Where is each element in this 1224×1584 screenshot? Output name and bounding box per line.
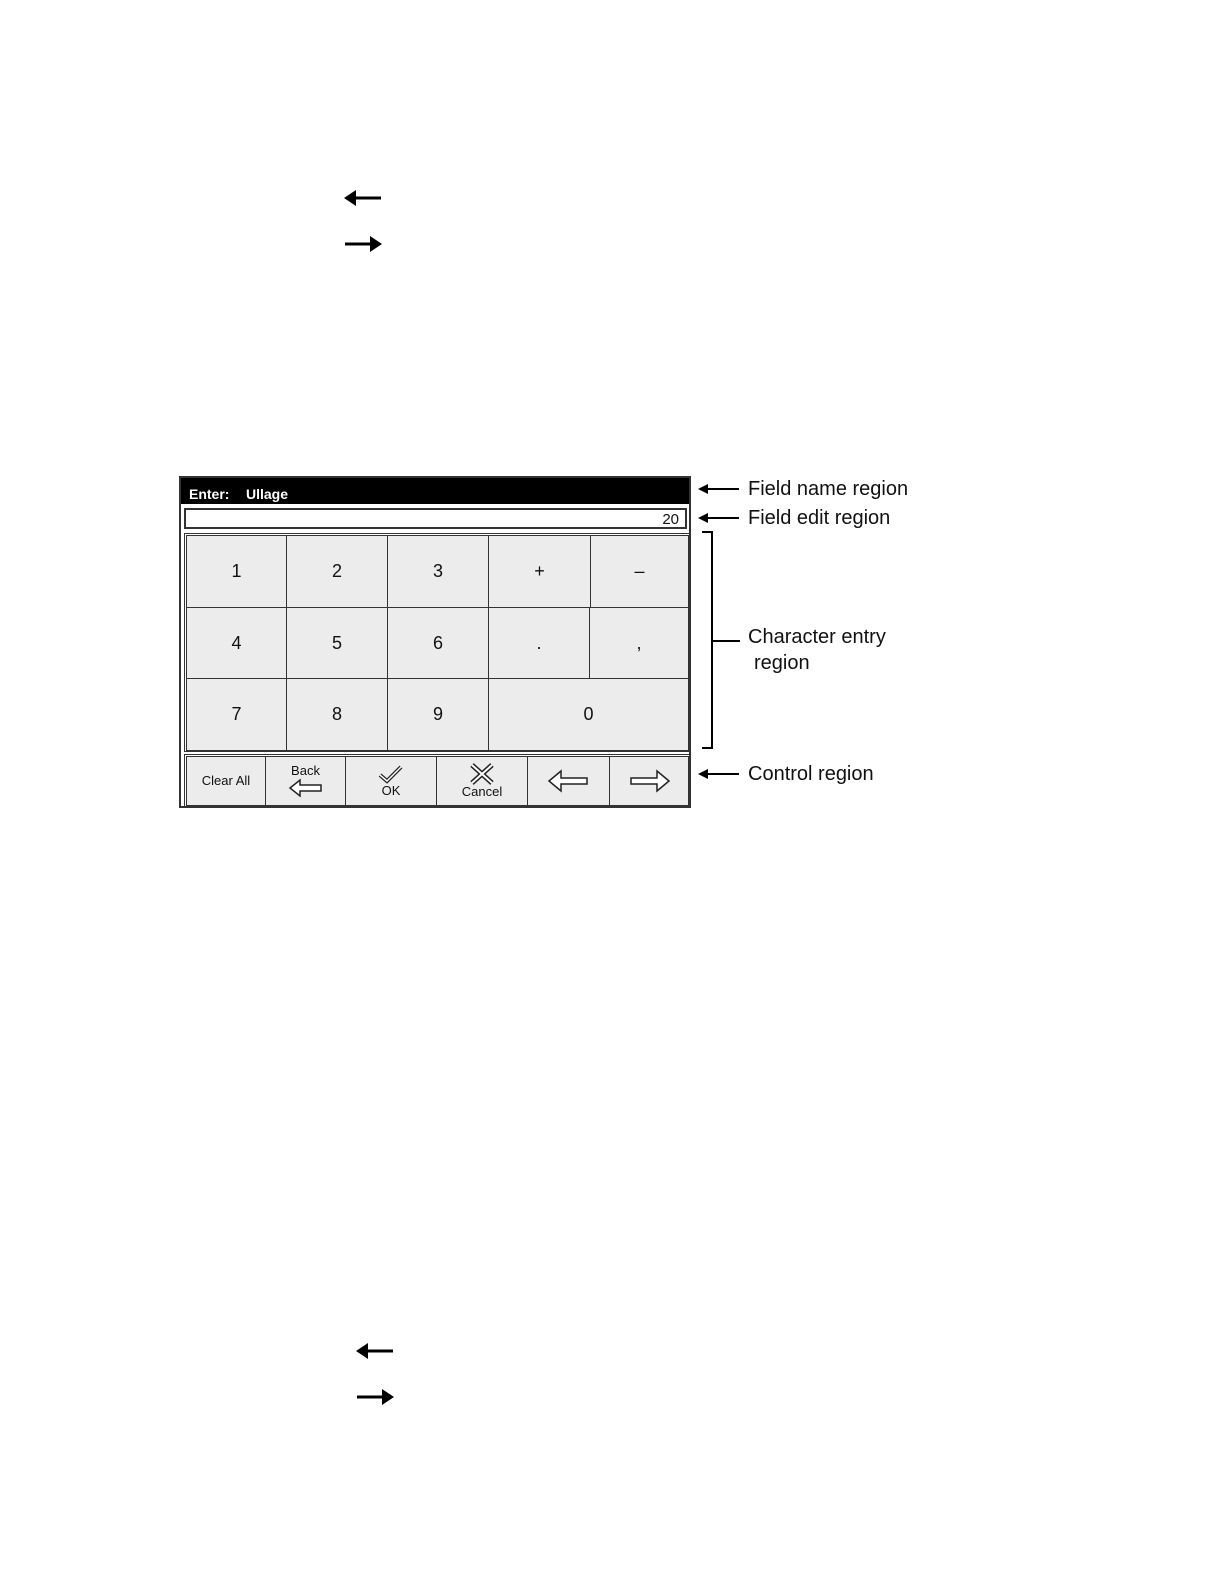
clear-all-button[interactable] <box>186 756 266 806</box>
right-arrow-icon <box>343 234 383 254</box>
key-6[interactable]: 6 <box>387 607 489 679</box>
field-name: Ullage <box>246 486 289 502</box>
key-8[interactable]: 8 <box>286 678 388 751</box>
field-name-region-label: Field name region <box>748 478 909 500</box>
ok-button[interactable] <box>345 756 437 806</box>
left-arrow-icon <box>343 188 383 208</box>
character-entry-bracket <box>700 530 744 752</box>
key-9[interactable]: 9 <box>387 678 489 751</box>
character-entry-line2: region <box>754 652 810 674</box>
cursor-left-arrow-icon <box>547 769 591 793</box>
key-5[interactable]: 5 <box>286 607 388 679</box>
control-region-label: Control region <box>748 763 874 785</box>
key-2[interactable]: 2 <box>286 535 388 608</box>
clear-all-label: Clear All <box>201 773 251 789</box>
cancel-button[interactable] <box>436 756 528 806</box>
checkmark-icon <box>377 764 405 784</box>
callout-arrow-icon <box>697 766 741 782</box>
enter-label: Enter: <box>189 486 230 502</box>
key-1[interactable]: 1 <box>186 535 287 608</box>
cancel-label: Cancel <box>461 784 503 800</box>
character-entry-region-label <box>748 624 886 676</box>
back-button[interactable] <box>265 756 346 806</box>
cursor-right-button[interactable] <box>609 756 689 806</box>
key-0[interactable]: 0 <box>488 678 689 751</box>
key-period[interactable]: . <box>488 607 590 679</box>
character-entry-line1: Character entry <box>748 626 886 648</box>
back-arrow-icon <box>288 778 324 798</box>
key-minus[interactable]: – <box>590 535 689 608</box>
callout-arrow-icon <box>697 510 741 526</box>
key-7[interactable]: 7 <box>186 678 287 751</box>
right-arrow-icon <box>355 1387 395 1407</box>
left-arrow-icon <box>355 1341 395 1361</box>
cursor-left-button[interactable] <box>527 756 610 806</box>
field-edit-input[interactable]: 20 <box>184 508 687 529</box>
numeric-keypad <box>179 476 691 808</box>
key-4[interactable]: 4 <box>186 607 287 679</box>
key-plus[interactable]: + <box>488 535 591 608</box>
key-3[interactable]: 3 <box>387 535 489 608</box>
ok-label: OK <box>381 783 401 799</box>
callout-arrow-icon <box>697 481 741 497</box>
key-comma[interactable]: , <box>589 607 689 679</box>
back-label: Back <box>291 763 320 779</box>
cancel-x-icon <box>469 763 495 785</box>
field-edit-region-label: Field edit region <box>748 507 891 529</box>
cursor-right-arrow-icon <box>627 769 671 793</box>
field-name-bar <box>181 478 689 504</box>
